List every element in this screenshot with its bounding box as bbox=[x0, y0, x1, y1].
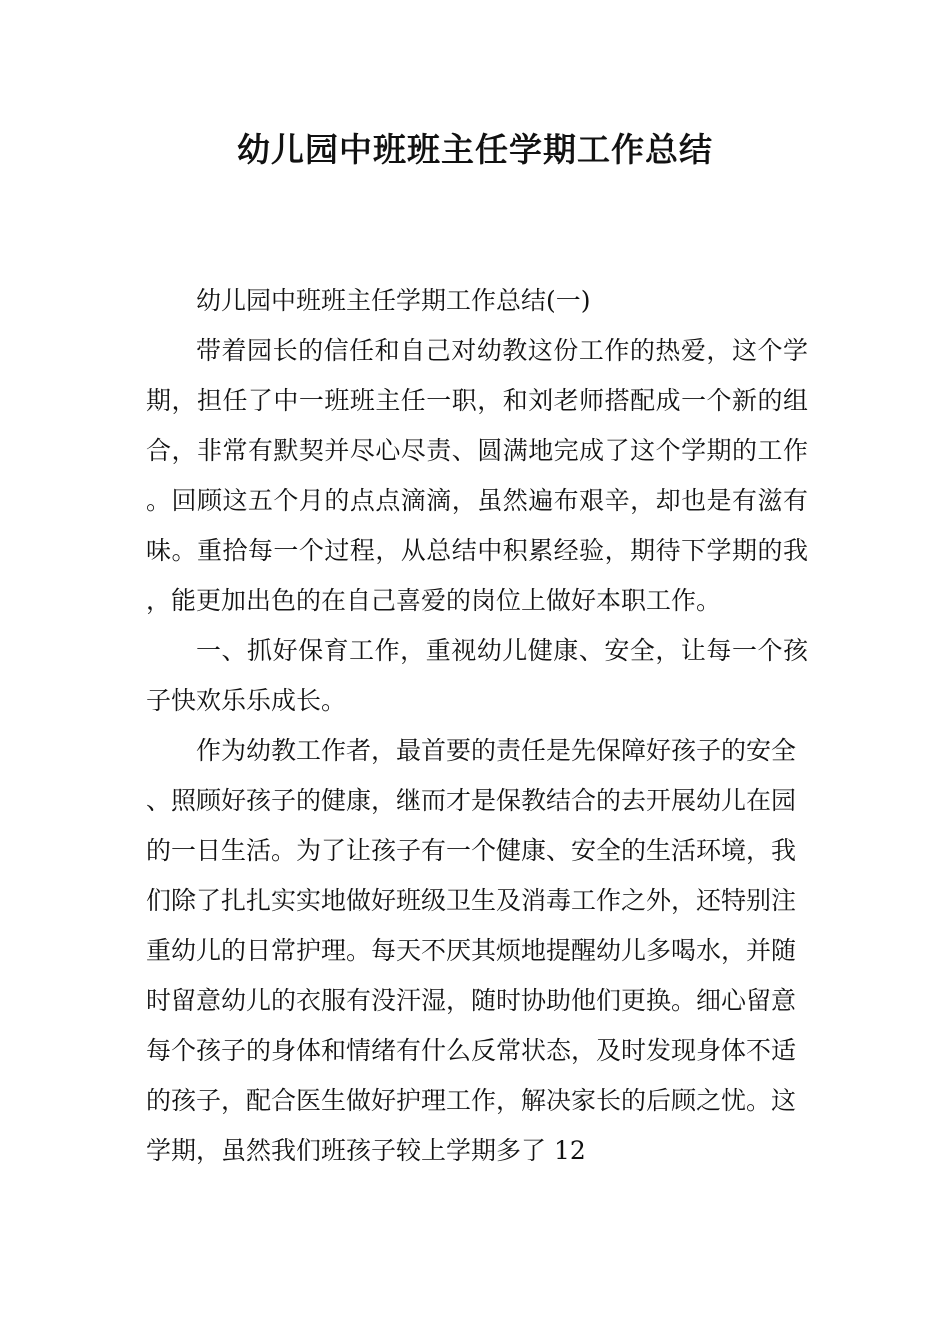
section-heading: 幼儿园中班班主任学期工作总结(一) bbox=[196, 286, 591, 315]
paragraph-section-one-heading: 一、抓好保育工作，重视幼儿健康、安全，让每一个孩子快欢乐乐成长。 bbox=[146, 636, 808, 715]
document-title: 幼儿园中班班主任学期工作总结 bbox=[237, 130, 713, 169]
paragraph-care-work: 作为幼教工作者，最首要的责任是先保障好孩子的安全、照顾好孩子的健康，继而才是保教结合的去开展幼儿在园的一日生活。为了让孩子有一个健康、安全的生活环境，我们除了扎扎实实地做好班级卫生及消毒工作之外，还特别注重幼儿的日常护理。每天不厌其烦地提醒幼儿多喝水，并随时留意幼儿的衣服有没汗湿，随时协助他们更换。细心留意每个孩子的身体和情绪有什么反常状态，及时发现身体不适的孩子，配合医生做好护理工作，解决家长的后顾之忧。这学期，虽然我们班孩子较上学期多了 12 bbox=[146, 736, 797, 1165]
document-body bbox=[146, 276, 808, 1176]
paragraph-intro: 带着园长的信任和自己对幼教这份工作的热爱，这个学期，担任了中一班班主任一职，和刘老师搭配成一个新的组合，非常有默契并尽心尽责、圆满地完成了这个学期的工作。回顾这五个月的点点滴滴，虽然遍布艰辛，却也是有滋有味。重拾每一个过程，从总结中积累经验，期待下学期的我，能更加出色的在自己喜爱的岗位上做好本职工作。 bbox=[146, 336, 808, 615]
